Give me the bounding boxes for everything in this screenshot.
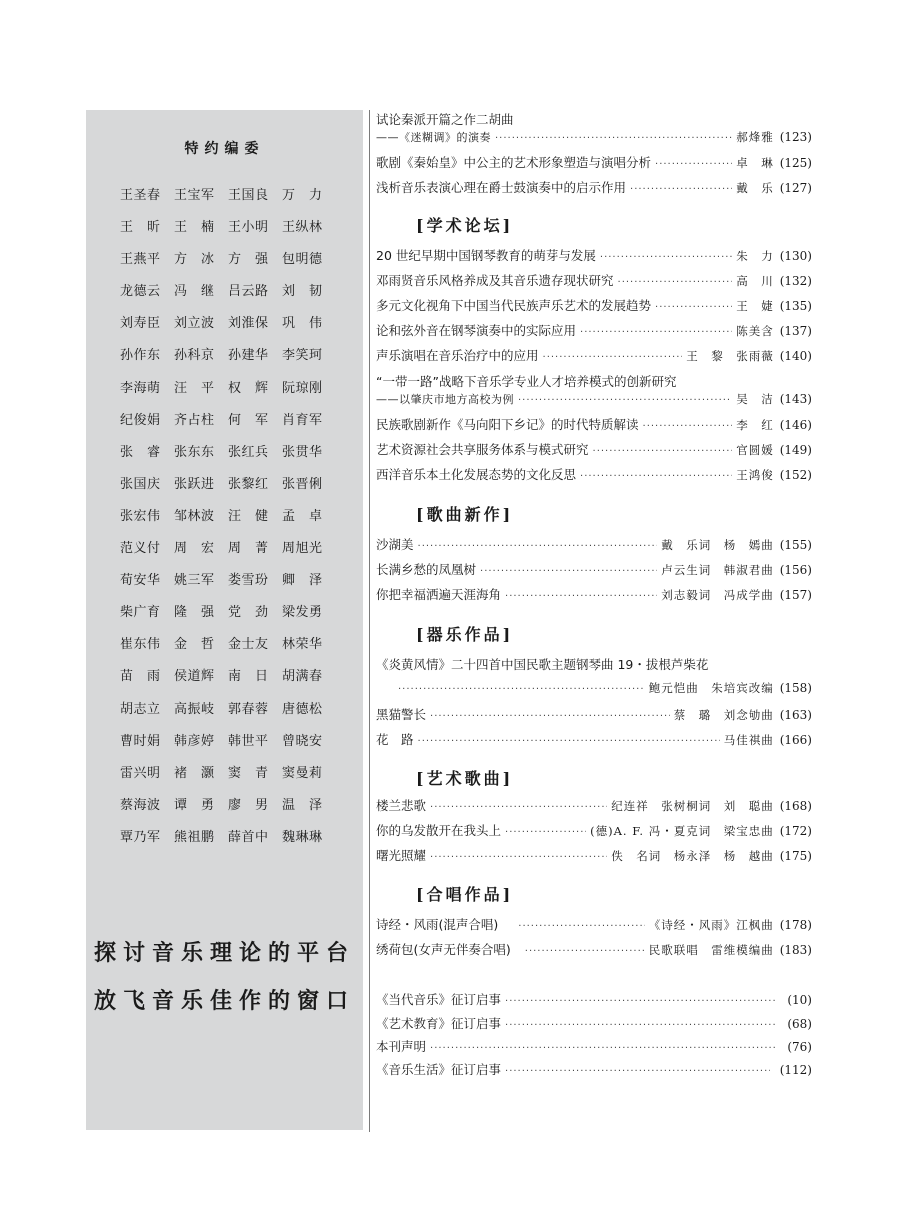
leader-dots xyxy=(600,252,732,263)
editor-name: 姚三军 xyxy=(174,573,215,589)
leader-dots xyxy=(518,395,732,406)
toc-entry-author: 戴 乐词 杨 嫣曲 xyxy=(661,538,774,552)
toc-entry-title: 诗经・风雨(混声合唱) xyxy=(376,917,499,932)
toc-entry-subtitle: ——《迷糊调》的演奏 xyxy=(376,131,491,144)
toc-entry[interactable] xyxy=(376,915,812,933)
leader-dots xyxy=(580,327,732,338)
toc-entry-author: 蔡 璐 刘念劬曲 xyxy=(673,708,774,722)
toc-entry-author: 纪连祥 张树桐词 刘 聪曲 xyxy=(611,799,774,813)
editor-name: 王国良 xyxy=(228,188,269,203)
leader-dots xyxy=(543,352,683,363)
editor-name: 刘淮保 xyxy=(228,316,269,332)
editor-name: 孙科京 xyxy=(174,348,215,364)
editor-name: 纪俊娟 xyxy=(120,412,161,428)
editor-name: 张宏伟 xyxy=(120,508,161,524)
editor-name: 包明德 xyxy=(282,252,323,268)
editor-name: 阮琼刚 xyxy=(282,380,323,396)
editor-name: 周 宏 xyxy=(174,541,215,557)
toc-entry-author: 佚 名词 杨永泽 杨 越曲 xyxy=(611,849,774,863)
editor-name: 周 菁 xyxy=(228,541,269,557)
editor-name: 郭春蓉 xyxy=(228,701,269,717)
toc-entry[interactable] xyxy=(376,585,812,603)
leader-dots xyxy=(480,566,657,577)
toc-entry-title[interactable]: 试论秦派开篇之作二胡曲 xyxy=(376,112,514,127)
leader-dots xyxy=(580,471,732,482)
toc-entry-page: (168) xyxy=(779,799,812,813)
slogan-line-2: 放飞音乐佳作的窗口 xyxy=(93,988,355,1014)
toc-entry-page: (76) xyxy=(787,1040,812,1054)
editor-name: 高振岐 xyxy=(174,701,215,717)
toc-entry-title: 论和弦外音在钢琴演奏中的实际应用 xyxy=(376,323,577,338)
toc-entry-title: 长满乡愁的凤凰树 xyxy=(376,562,477,577)
toc-entry-page: (175) xyxy=(779,849,812,863)
toc-entry[interactable] xyxy=(376,346,812,364)
editor-name: 张东东 xyxy=(174,444,215,460)
toc-entry-author: 鲍元恺曲 朱培宾改编 xyxy=(648,681,774,695)
editor-name: 侯道辉 xyxy=(174,669,215,685)
editor-name: 肖育军 xyxy=(282,412,323,428)
leader-dots xyxy=(518,921,644,932)
leader-dots xyxy=(505,591,657,602)
editor-name: 王宝军 xyxy=(174,188,215,203)
toc-entry-subtitle: ——以肇庆市地方高校为例 xyxy=(376,393,514,406)
editor-list xyxy=(120,184,345,858)
editor-name: 柴广育 xyxy=(120,605,161,621)
section-heading-instrumental-works: [器乐作品] xyxy=(416,625,514,644)
toc-entry-author: 王 黎 张雨薇 xyxy=(686,349,774,363)
toc-entry-title: 绣荷包(女声无伴奏合唱) xyxy=(376,942,511,957)
editor-name: 汪 平 xyxy=(174,380,215,396)
editor-name: 党 劲 xyxy=(228,605,269,621)
toc-entry-page: (132) xyxy=(779,274,812,288)
toc-entry-title: 《艺术教育》征订启事 xyxy=(376,1016,502,1031)
leader-dots xyxy=(430,1043,777,1054)
editor-name: 方 强 xyxy=(228,252,269,268)
editor-name: 隆 强 xyxy=(174,605,215,621)
leader-dots xyxy=(418,541,658,552)
toc-entry-author: 王鸿俊 xyxy=(736,468,774,482)
section-heading-new-songs: [歌曲新作] xyxy=(416,505,514,524)
editor-name: 娄雪玢 xyxy=(228,573,269,589)
toc-entry-title: 你把幸福洒遍天涯海角 xyxy=(376,587,502,602)
editor-name: 王 昕 xyxy=(120,220,161,236)
toc-entry-title: 声乐演唱在音乐治疗中的应用 xyxy=(376,348,539,363)
editor-name: 冯 继 xyxy=(174,284,215,300)
toc-entry-title: 沙湖美 xyxy=(376,537,414,552)
editor-name: 苗 雨 xyxy=(120,669,161,685)
slogan-line-1: 探讨音乐理论的平台 xyxy=(93,940,355,966)
toc-entry-author: 郝烽雅 xyxy=(736,130,774,144)
toc-entry[interactable] xyxy=(376,1037,812,1055)
toc-entry-page: (112) xyxy=(779,1063,812,1077)
editor-name: 刘寿臣 xyxy=(120,316,161,332)
toc-entry-page: (143) xyxy=(779,392,812,406)
toc-entry[interactable] xyxy=(376,680,812,698)
leader-dots xyxy=(655,159,732,170)
toc-entry[interactable] xyxy=(376,246,812,264)
toc-entry-author: 陈美含 xyxy=(736,324,774,338)
toc-entry[interactable] xyxy=(376,821,812,839)
toc-entry-title: 《当代音乐》征订启事 xyxy=(376,992,502,1007)
editor-name: 曾晓安 xyxy=(282,733,323,749)
editor-name: 张黎红 xyxy=(228,476,269,492)
editor-name: 褚 灏 xyxy=(174,765,215,781)
leader-dots xyxy=(418,736,720,747)
toc-entry-page: (123) xyxy=(779,130,812,144)
toc-entry-title: 《音乐生活》征订启事 xyxy=(376,1062,502,1077)
editor-name: 窦 青 xyxy=(228,765,269,781)
leader-dots xyxy=(398,684,645,695)
editor-name: 覃乃军 xyxy=(120,829,161,845)
toc-entry-author: (德)A. F. 冯・夏克词 梁宝忠曲 xyxy=(590,824,774,838)
toc-entry[interactable] xyxy=(376,153,812,171)
toc-entry-page: (152) xyxy=(779,468,812,482)
toc-entry[interactable] xyxy=(376,846,812,864)
toc-entry-page: (130) xyxy=(779,249,812,263)
leader-dots xyxy=(505,996,777,1007)
leader-dots xyxy=(430,802,607,813)
editor-name: 韩世平 xyxy=(228,733,269,749)
toc-entry-page: (137) xyxy=(779,324,812,338)
editor-name: 王纵林 xyxy=(282,220,323,236)
editor-name: 李海萌 xyxy=(120,380,161,396)
editor-name: 雷兴明 xyxy=(120,765,161,781)
toc-entry-title: 曙光照耀 xyxy=(376,848,427,863)
toc-entry-author: 刘志毅词 冯成学曲 xyxy=(661,588,774,602)
toc-entry[interactable] xyxy=(376,535,812,553)
editor-name: 胡志立 xyxy=(120,701,161,717)
leader-dots xyxy=(655,302,732,313)
toc-entry-title: 多元文化视角下中国当代民族声乐艺术的发展趋势 xyxy=(376,298,652,313)
editor-name: 巩 伟 xyxy=(282,316,323,332)
editor-name: 蔡海波 xyxy=(120,797,161,813)
toc-entry[interactable] xyxy=(376,296,812,314)
editor-name: 张 睿 xyxy=(120,444,161,460)
toc-entry[interactable] xyxy=(376,321,812,339)
toc-entry-page: (140) xyxy=(779,349,812,363)
leader-dots xyxy=(505,1020,777,1031)
editor-name: 权 辉 xyxy=(228,380,269,396)
editor-name: 曹时娟 xyxy=(120,733,161,749)
editor-name: 周旭光 xyxy=(282,541,323,557)
column-divider xyxy=(369,110,370,1132)
toc-entry-page: (10) xyxy=(787,993,812,1007)
editor-name: 何 军 xyxy=(228,412,269,428)
toc-entry[interactable] xyxy=(376,391,812,409)
editor-name: 龙德云 xyxy=(120,284,161,300)
leader-dots xyxy=(430,852,607,863)
leader-dots xyxy=(495,133,732,144)
toc-entry[interactable] xyxy=(376,178,812,196)
toc-entry[interactable] xyxy=(376,705,812,723)
toc-entry-title: 20 世纪早期中国钢琴教育的萌芽与发展 xyxy=(376,248,596,263)
toc-entry[interactable] xyxy=(376,560,812,578)
toc-entry-page: (125) xyxy=(779,156,812,170)
toc-entry[interactable] xyxy=(376,796,812,814)
editor-name: 张红兵 xyxy=(228,444,269,460)
leader-dots xyxy=(505,827,586,838)
toc-entry-author: 高 川 xyxy=(736,274,774,288)
editor-name: 崔东伟 xyxy=(120,637,161,653)
toc-entry-title: 花 路 xyxy=(376,732,414,747)
toc-entry-author: 卓 琳 xyxy=(736,156,774,170)
editor-name: 刘立波 xyxy=(174,316,215,332)
editor-name: 廖 男 xyxy=(228,797,269,813)
toc-entry-author: 马佳祺曲 xyxy=(723,733,774,747)
toc-entry-author: 吴 洁 xyxy=(736,392,774,406)
editor-name: 王小明 xyxy=(228,220,269,236)
toc-entry-page: (157) xyxy=(779,588,812,602)
editor-name: 温 泽 xyxy=(282,797,323,813)
editor-name: 孙建华 xyxy=(228,348,269,364)
editor-name: 南 日 xyxy=(228,669,269,685)
editor-name: 窦曼莉 xyxy=(282,765,323,781)
toc-entry[interactable] xyxy=(376,1060,812,1078)
toc-entry-title: 西洋音乐本土化发展态势的文化反思 xyxy=(376,467,577,482)
editor-name: 汪 健 xyxy=(228,508,269,524)
editor-name: 林荣华 xyxy=(282,637,323,653)
editor-name: 唐德松 xyxy=(282,701,323,717)
editor-name: 韩彦婷 xyxy=(174,733,215,749)
editor-name: 荀安华 xyxy=(120,573,161,589)
editor-name: 梁发勇 xyxy=(282,605,323,621)
editor-name: 方 冰 xyxy=(174,252,215,268)
section-heading-academic-forum: [学术论坛] xyxy=(416,216,514,235)
toc-entry-page: (178) xyxy=(779,918,812,932)
editor-name: 张跃进 xyxy=(174,476,215,492)
editor-name: 谭 勇 xyxy=(174,797,215,813)
toc-entry-author: 李 红 xyxy=(736,418,774,432)
editor-name: 熊祖鹏 xyxy=(174,829,215,845)
leader-dots xyxy=(643,421,733,432)
toc-entry-title: 邓雨贤音乐风格养成及其音乐遗存现状研究 xyxy=(376,273,614,288)
leader-dots xyxy=(525,946,645,957)
editor-name: 邹林波 xyxy=(174,508,215,524)
editor-name: 胡满春 xyxy=(282,669,323,685)
editor-name: 张贯华 xyxy=(282,444,323,460)
editor-name: 王 楠 xyxy=(174,220,215,236)
editor-name: 卿 泽 xyxy=(282,573,323,589)
toc-entry[interactable] xyxy=(376,990,812,1008)
toc-entry-title: 你的乌发散开在我头上 xyxy=(376,823,502,838)
toc-entry-author: 戴 乐 xyxy=(736,181,774,195)
editor-name: 孙作东 xyxy=(120,348,161,364)
toc-entry-author: 卢云生词 韩淑君曲 xyxy=(661,563,774,577)
toc-entry[interactable] xyxy=(376,129,812,147)
editor-name: 魏琳琳 xyxy=(282,829,323,845)
leader-dots xyxy=(630,184,732,195)
editor-name: 王圣春 xyxy=(120,188,161,203)
toc-entry[interactable] xyxy=(376,440,812,458)
section-heading-art-songs: [艺术歌曲] xyxy=(416,769,514,788)
toc-entry-title[interactable]: “一带一路”战略下音乐学专业人才培养模式的创新研究 xyxy=(376,374,677,389)
toc-entry-title: 歌剧《秦始皇》中公主的艺术形象塑造与演唱分析 xyxy=(376,155,652,170)
editor-name: 张晋俐 xyxy=(282,476,323,492)
toc-entry-title: 楼兰悲歌 xyxy=(376,798,427,813)
leader-dots xyxy=(430,711,670,722)
editor-name: 张国庆 xyxy=(120,476,161,492)
editor-name: 范义付 xyxy=(120,541,161,557)
toc-entry[interactable] xyxy=(376,1014,812,1032)
editor-name: 金士友 xyxy=(228,637,269,653)
editor-name: 王燕平 xyxy=(120,252,161,268)
editor-name: 万 力 xyxy=(282,188,323,203)
toc-entry-author: 《诗经・风雨》江枫曲 xyxy=(648,918,774,932)
toc-entry-page: (149) xyxy=(779,443,812,457)
editorial-board-title: 特约编委 xyxy=(184,141,265,157)
editor-name: 李笑珂 xyxy=(282,348,323,364)
editorial-board-panel xyxy=(86,110,363,1130)
leader-dots xyxy=(505,1066,770,1077)
toc-entry-author: 王 婕 xyxy=(736,299,774,313)
leader-dots xyxy=(618,277,733,288)
toc-entry-title: 浅析音乐表演心理在爵士鼓演奏中的启示作用 xyxy=(376,180,627,195)
editor-name: 金 哲 xyxy=(174,637,215,653)
leader-dots xyxy=(593,446,733,457)
editor-name: 齐占柱 xyxy=(174,412,215,428)
toc-entry-page: (155) xyxy=(779,538,812,552)
toc-entry[interactable] xyxy=(376,465,812,483)
editor-name: 薛首中 xyxy=(228,829,269,845)
toc-entry-title: 艺术资源社会共享服务体系与模式研究 xyxy=(376,442,589,457)
toc-entry-page: (166) xyxy=(779,733,812,747)
toc-entry[interactable] xyxy=(376,415,812,433)
toc-entry-author: 朱 力 xyxy=(736,249,774,263)
section-heading-choral-works: [合唱作品] xyxy=(416,885,514,904)
toc-entry-page: (127) xyxy=(779,181,812,195)
toc-entry-author: 官圆媛 xyxy=(736,443,774,457)
editor-name: 刘 韧 xyxy=(282,284,323,300)
toc-entry[interactable] xyxy=(376,940,812,958)
toc-entry-page: (163) xyxy=(779,708,812,722)
editor-name: 吕云路 xyxy=(228,284,269,300)
toc-entry-title: 本刊声明 xyxy=(376,1039,427,1054)
toc-entry-page: (158) xyxy=(779,681,812,695)
toc-entry-title: 民族歌剧新作《马向阳下乡记》的时代特质解读 xyxy=(376,417,639,432)
editor-name: 孟 卓 xyxy=(282,508,323,524)
toc-entry-author: 民歌联唱 雷维模编曲 xyxy=(648,943,774,957)
toc-entry-page: (172) xyxy=(779,824,812,838)
toc-entry[interactable] xyxy=(376,271,812,289)
toc-entry-page: (156) xyxy=(779,563,812,577)
toc-entry-title: 黑猫警长 xyxy=(376,707,427,722)
toc-entry-page: (135) xyxy=(779,299,812,313)
toc-entry[interactable] xyxy=(376,730,812,748)
toc-entry-page: (146) xyxy=(779,418,812,432)
toc-entry-page: (68) xyxy=(787,1017,812,1031)
toc-entry-page: (183) xyxy=(779,943,812,957)
toc-entry-title[interactable]: 《炎黄风情》二十四首中国民歌主题钢琴曲 19・拔根芦柴花 xyxy=(376,657,709,672)
